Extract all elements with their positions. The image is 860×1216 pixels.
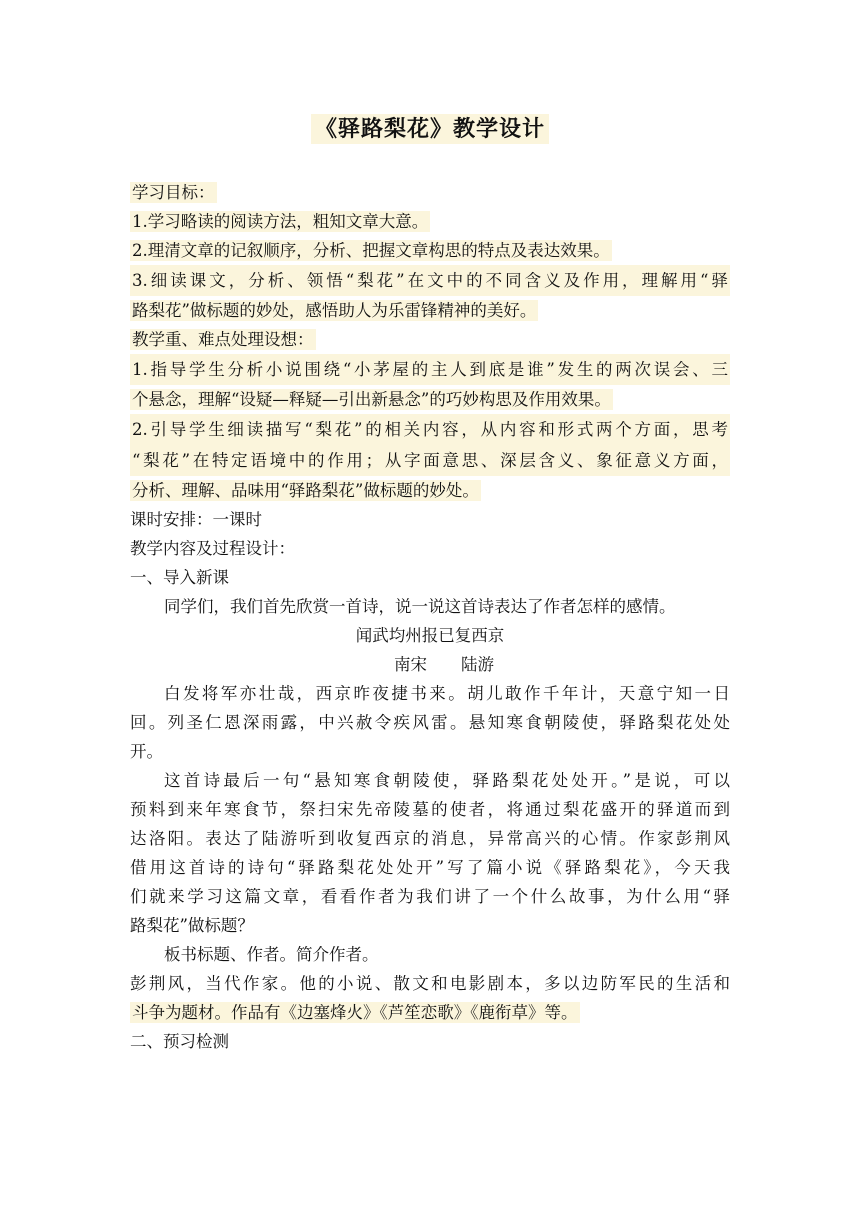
- section-2-heading: 二、预习检测: [130, 1032, 229, 1051]
- poem-byline: [130, 650, 730, 679]
- explanation-line-2: 预料到来年寒食节，祭扫宋先帝陵墓的使者，将通过梨花盛开的驿道而到: [130, 800, 730, 819]
- explanation-line-4: 借用这首诗的诗句“驿路梨花处处开”写了篇小说《驿路梨花》，今天我: [130, 858, 730, 877]
- key-point-2-line-1: 2.引导学生细读描写“梨花”的相关内容，从内容和形式两个方面，思考: [130, 414, 730, 445]
- objective-item-3-line-1: 3.细读课文，分析、领悟“梨花”在文中的不同含义及作用，理解用“驿: [130, 265, 730, 296]
- poem-line-2: 回。列圣仁恩深雨露，中兴赦令疾风雷。悬知寒食朝陵使，驿路梨花处处: [130, 713, 730, 732]
- intro-paragraph: 同学们，我们首先欣赏一首诗，说一说这首诗表达了作者怎样的感情。: [164, 597, 676, 616]
- section-1-heading: 一、导入新课: [130, 568, 229, 587]
- objective-item-1: 1.学习略读的阅读方法，粗知文章大意。: [132, 212, 429, 231]
- explanation-line-1: 这首诗最后一句“悬知寒食朝陵使，驿路梨花处处开。”是说，可以: [164, 771, 730, 790]
- document-title: 《驿路梨花》教学设计: [311, 114, 549, 144]
- key-point-1-line-1: 1.指导学生分析小说围绕“小茅屋的主人到底是谁”发生的两次误会、三: [130, 354, 730, 385]
- poem-author: 陆游: [461, 655, 494, 674]
- key-points-heading: 教学重、难点处理设想：: [132, 330, 314, 349]
- objective-item-3-line-2: 路梨花”做标题的妙处，感悟助人为乐雷锋精神的美好。: [132, 301, 537, 320]
- key-point-2-line-3: 分析、理解、品味用“驿路梨花”做标题的妙处。: [132, 481, 479, 500]
- key-point-2-line-2: “梨花”在特定语境中的作用；从字面意思、深层含义、象征意义方面，: [130, 445, 730, 476]
- objectives-heading: 学习目标：: [132, 183, 215, 202]
- author-bio-line-1: 彭荆风，当代作家。他的小说、散文和电影剧本，多以边防军民的生活和: [130, 974, 730, 993]
- explanation-line-3: 达洛阳。表达了陆游听到收复西京的消息，异常高兴的心情。作家彭荆风: [130, 829, 730, 848]
- author-bio-line-2: 斗争为题材。作品有《边塞烽火》《芦笙恋歌》《鹿衔草》等。: [132, 1003, 578, 1022]
- poem-dynasty: 南宋: [394, 655, 427, 674]
- poem-line-3: 开。: [130, 742, 163, 761]
- explanation-line-5: 们就来学习这篇文章，看看作者为我们讲了一个什么故事，为什么用“驿: [130, 887, 730, 906]
- objective-item-2: 2.理清文章的记叙顺序，分析、把握文章构思的特点及表达效果。: [132, 241, 610, 260]
- poem-title: 闻武均州报已复西京: [355, 626, 505, 645]
- poem-line-1: 白发将军亦壮哉，西京昨夜捷书来。胡儿敢作千年计，天意宁知一日: [164, 684, 730, 703]
- document-title-row: [0, 112, 860, 143]
- explanation-line-6: 路梨花”做标题？: [130, 916, 254, 935]
- process-heading: 教学内容及过程设计：: [130, 539, 295, 558]
- key-point-1-line-2: 个悬念，理解“设疑—释疑—引出新悬念”的巧妙构思及作用效果。: [132, 390, 611, 409]
- board-note: 板书标题、作者。简介作者。: [164, 945, 379, 964]
- document-body: [130, 178, 730, 1056]
- schedule: 课时安排：一课时: [130, 510, 262, 529]
